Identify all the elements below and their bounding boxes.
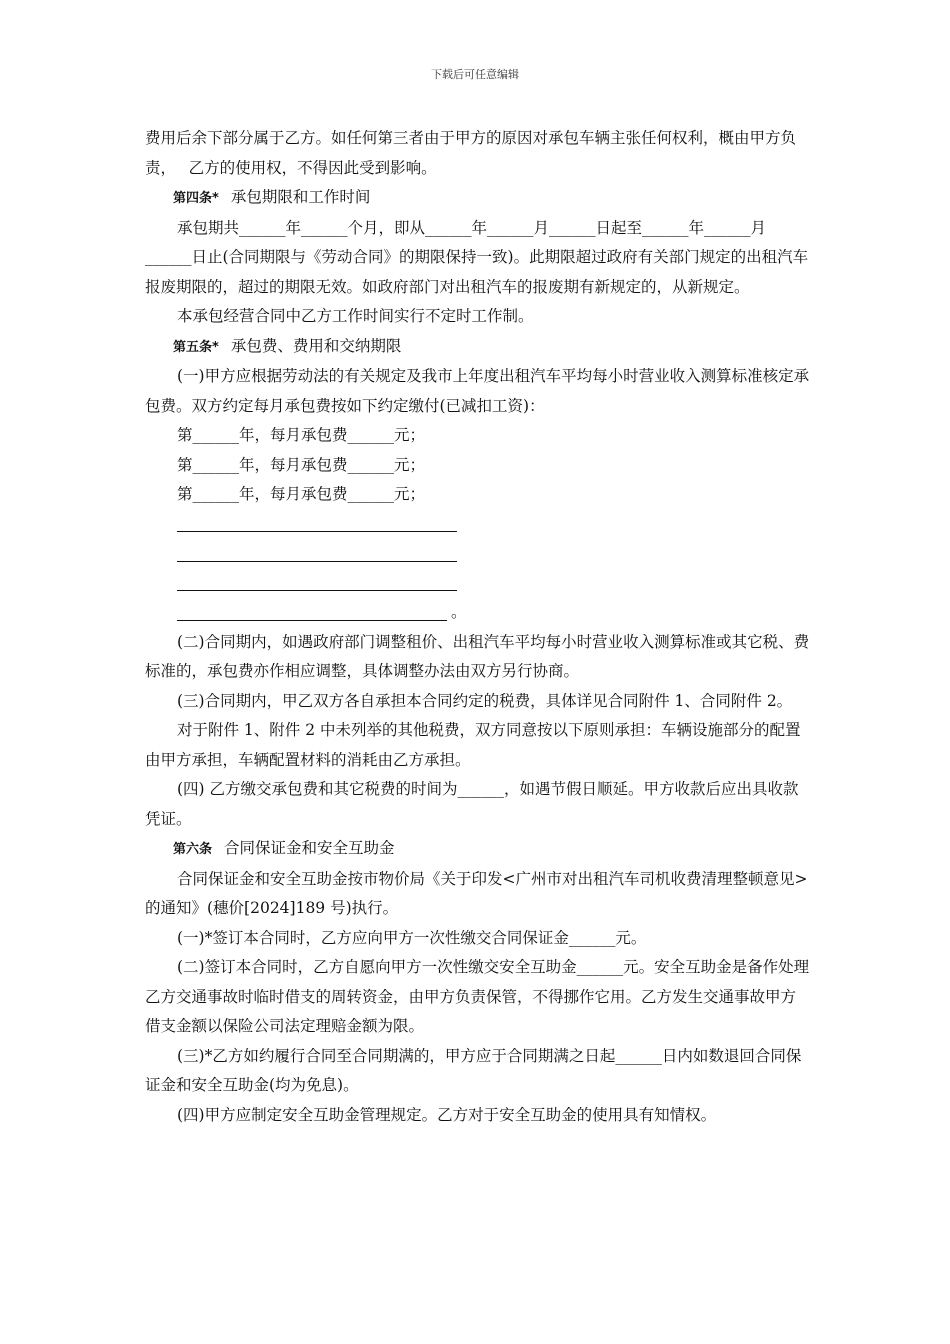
article-heading xyxy=(145,332,810,363)
article-number: 第六条 xyxy=(173,842,213,857)
paragraph: 合同保证金和安全互助金按市物价局《关于印发<广州市对出租汽车司机收费清理整顿意见>的通知》(穗价[2024]189 号)执行。 xyxy=(145,869,808,917)
paragraph: (二)签订本合同时，乙方自愿向甲方一次性缴交安全互助金______元。安全互助金是备作处理乙方交通事故时临时借支的周转资金，由甲方负责保管，不得挪作它用。乙方发生交通事故甲方借支金额以保险公司法定理赔金额为限。 xyxy=(145,958,810,1035)
underline xyxy=(177,561,457,562)
document-body xyxy=(145,124,810,1130)
article-title: 合同保证金和安全互助金 xyxy=(224,839,395,857)
article-heading xyxy=(145,834,810,865)
blank-line xyxy=(145,539,810,569)
paragraph: (二)合同期内，如遇政府部门调整租价、出租汽车平均每小时营业收入测算标准或其它税、费标准的，承包费亦作相应调整，具体调整办法由双方另行协商。 xyxy=(145,632,810,680)
paragraph: (四) 乙方缴交承包费和其它税费的时间为______，如遇节假日顺延。甲方收款后应出具收款凭证。 xyxy=(145,780,799,828)
article-number: 第五条* xyxy=(173,339,219,355)
paragraph: (三)合同期内，甲乙双方各自承担本合同约定的税费，具体详见合同附件 1、合同附件 2。 xyxy=(177,691,793,710)
underline xyxy=(177,590,457,591)
paragraph: (一)甲方应根据劳动法的有关规定及我市上年度出租汽车平均每小时营业收入测算标准核定承包费。双方约定每月承包费按如下约定缴付(已减扣工资)： xyxy=(145,367,810,415)
fee-line: 第______年，每月承包费______元； xyxy=(177,426,426,444)
paragraph: (四)甲方应制定安全互助金管理规定。乙方对于安全互助金的使用具有知情权。 xyxy=(177,1105,717,1124)
paragraph: 承包期共______年______个月，即从______年______月______日起至______年______月 ______日止(合同期限与《劳动合同》的期限保持一致)。此期限超过政府有关部门规定的出租汽车报废期限的，超过的期限无效。如政府部门对出租汽车的报废期有新规定的，从新规定。 xyxy=(145,218,809,296)
underline xyxy=(177,620,447,621)
blank-line xyxy=(145,510,810,540)
underline xyxy=(177,531,457,532)
page-header: 下载后可任意编辑 xyxy=(431,68,519,81)
paragraph: 对于附件 1、附件 2 中未列举的其他税费，双方同意按以下原则承担：车辆设施部分的配置由甲方承担，车辆配置材料的消耗由乙方承担。 xyxy=(145,721,801,769)
blank-line xyxy=(145,598,810,628)
fee-line: 第______年，每月承包费______元； xyxy=(177,455,426,474)
article-heading xyxy=(145,183,810,214)
article-title: 承包费、费用和交纳期限 xyxy=(230,336,402,355)
paragraph: (三)*乙方如约履行合同至合同期满的，甲方应于合同期满之日起______日内如数退回合同保证金和安全互助金(均为免息)。 xyxy=(145,1046,802,1094)
blank-line xyxy=(145,569,810,599)
article-title: 承包期限和工作时间 xyxy=(230,188,371,206)
fee-line: 第______年，每月承包费______元； xyxy=(177,485,426,503)
paragraph: 费用后余下部分属于乙方。如任何第三者由于甲方的原因对承包车辆主张任何权利，概由甲方负责， 乙方的使用权，不得因此受到影响。 xyxy=(145,129,797,177)
paragraph: 本承包经营合同中乙方工作时间实行不定时工作制。 xyxy=(177,307,534,325)
period-mark: 。 xyxy=(451,603,467,621)
article-number: 第四条* xyxy=(173,191,219,206)
paragraph: (一)*签订本合同时，乙方应向甲方一次性缴交合同保证金______元。 xyxy=(177,928,647,947)
